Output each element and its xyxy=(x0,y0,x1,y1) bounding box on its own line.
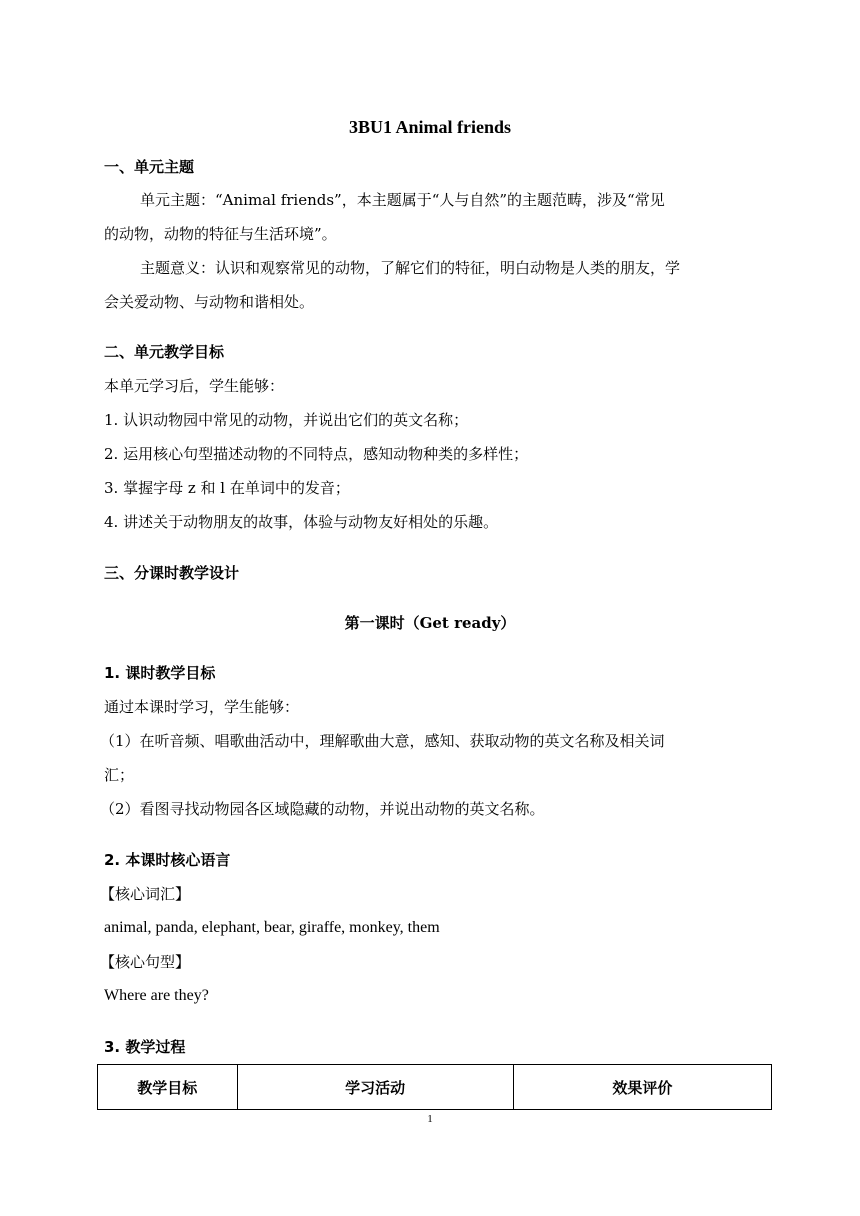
lesson-title: 第一课时（Get ready） xyxy=(344,614,516,632)
lesson-objective-1-line1: （1）在听音频、唱歌曲活动中，理解歌曲大意，感知、获取动物的英文名称及相关词 xyxy=(100,732,665,750)
document-title: 3BU1 Animal friends xyxy=(348,117,512,137)
objective-item: 2. 运用核心句型描述动物的不同特点，感知动物种类的多样性； xyxy=(104,445,529,463)
section1-paragraph1-line1: 单元主题：“Animal friends”，本主题属于“人与自然”的主题范畴，涉及“常见 xyxy=(140,191,665,209)
core-language-heading: 2. 本课时核心语言 xyxy=(104,851,231,869)
table-header-objective: 教学目标 xyxy=(98,1065,238,1110)
section2-heading: 二、单元教学目标 xyxy=(104,343,225,361)
lesson-objective-2: （2）看图寻找动物园各区域隐藏的动物，并说出动物的英文名称。 xyxy=(100,800,545,818)
table-header-activity: 学习活动 xyxy=(237,1065,513,1110)
section3-heading: 三、分课时教学设计 xyxy=(104,564,240,582)
lesson-objectives-heading: 1. 课时教学目标 xyxy=(104,664,216,682)
table-header-evaluation: 效果评价 xyxy=(513,1065,771,1110)
page-number: 1 xyxy=(427,1113,433,1125)
objective-item: 1. 认识动物园中常见的动物，并说出它们的英文名称； xyxy=(104,411,469,429)
teaching-process-heading: 3. 教学过程 xyxy=(104,1038,186,1056)
lesson-objectives-intro: 通过本课时学习，学生能够： xyxy=(104,698,300,716)
section1-paragraph1-line2: 的动物，动物的特征与生活环境”。 xyxy=(104,225,337,243)
teaching-process-table xyxy=(97,1064,772,1110)
core-pattern-sentence: Where are they? xyxy=(104,987,209,1004)
objective-item: 4. 讲述关于动物朋友的故事，体验与动物友好相处的乐趣。 xyxy=(104,513,499,531)
table-header-row xyxy=(98,1065,772,1110)
section2-intro: 本单元学习后，学生能够： xyxy=(104,377,285,395)
section1-heading: 一、单元主题 xyxy=(104,158,195,176)
core-pattern-label: 【核心句型】 xyxy=(100,953,191,971)
core-vocab-list: animal, panda, elephant, bear, giraffe, monkey, them xyxy=(104,919,440,936)
section1-paragraph2-line2: 会关爱动物、与动物和谐相处。 xyxy=(104,293,315,311)
section1-paragraph2-line1: 主题意义：认识和观察常见的动物，了解它们的特征，明白动物是人类的朋友，学 xyxy=(140,259,681,277)
core-vocab-label: 【核心词汇】 xyxy=(100,885,191,903)
objective-item: 3. 掌握字母 z 和 l 在单词中的发音； xyxy=(104,479,350,497)
lesson-objective-1-line2: 汇； xyxy=(104,766,135,784)
